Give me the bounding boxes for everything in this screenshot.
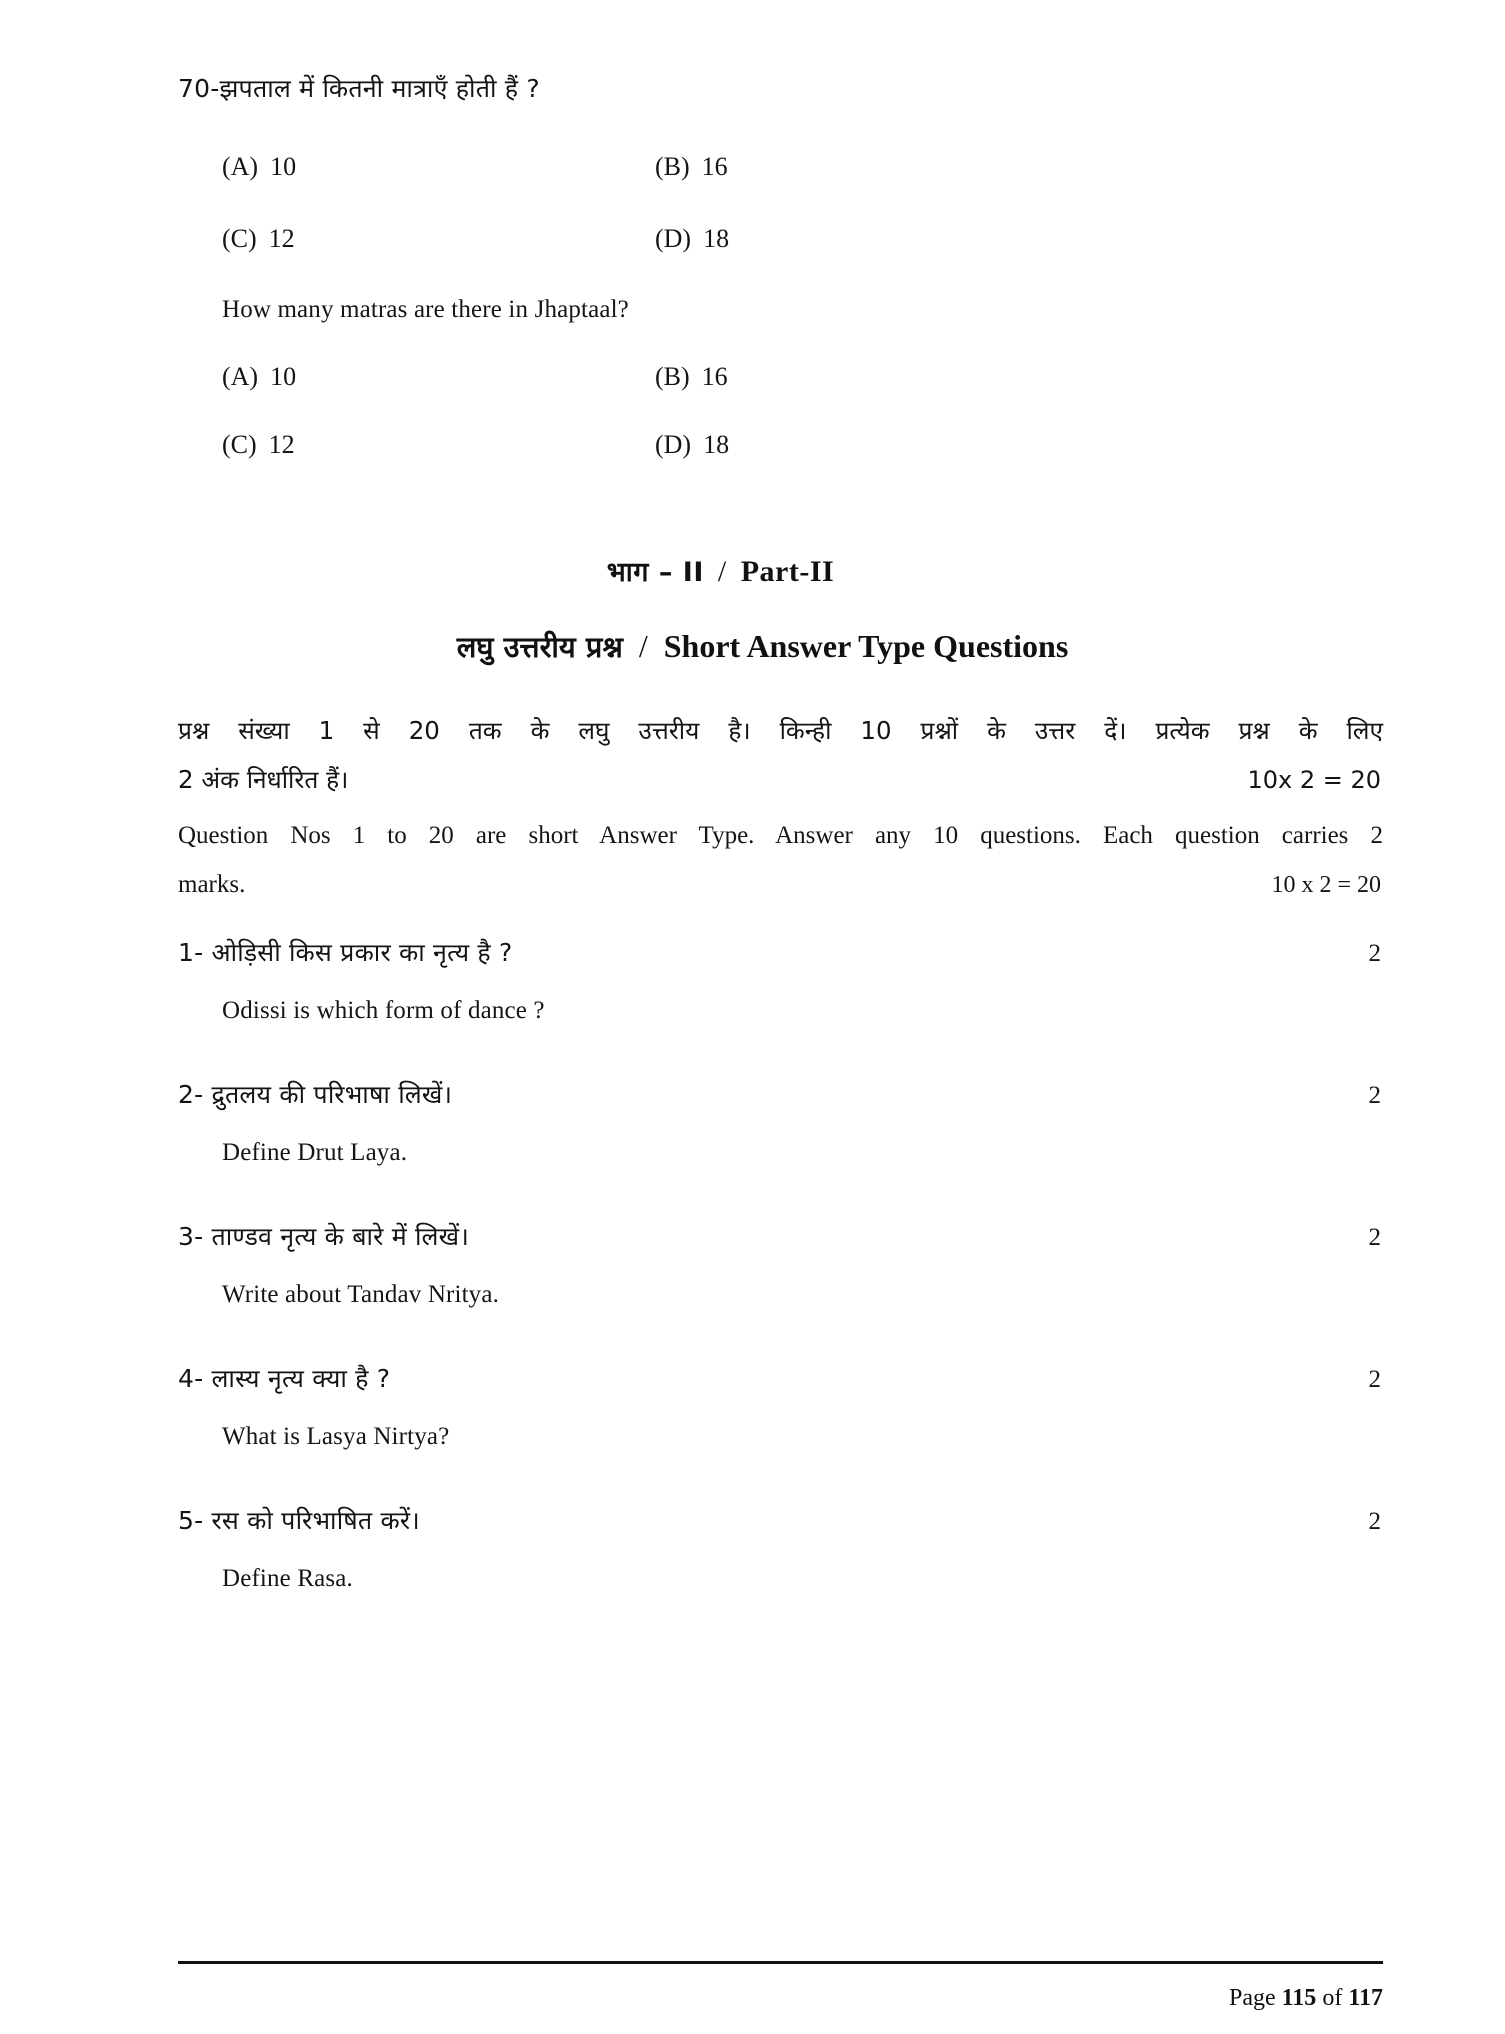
footer-current-page: 115 <box>1281 1985 1317 2011</box>
mcq-english-option-d-value: 18 <box>703 429 730 459</box>
mcq-english-option-c-value: 12 <box>268 429 295 459</box>
question-hindi-row <box>178 1219 1383 1253</box>
mcq-option-d-label: (D) <box>655 223 692 253</box>
question-english-text: What is Lasya Nirtya? <box>222 1423 450 1451</box>
question-hindi-text <box>178 1503 420 1537</box>
section-heading <box>178 627 1383 666</box>
part-heading-english: Part-II <box>740 554 835 588</box>
mcq-english-stem: How many matras are there in Jhaptaal? <box>222 295 629 323</box>
mcq-english-option-b[interactable] <box>655 362 1115 392</box>
question-english-text: Write about Tandav Nritya. <box>222 1281 499 1309</box>
question-english-text: Define Rasa. <box>222 1565 353 1593</box>
part-heading-separator: / <box>717 554 727 588</box>
question-item <box>178 1219 1383 1309</box>
mcq-option-c-value: 12 <box>268 223 295 253</box>
part-heading-hindi: भाग – II <box>606 556 704 588</box>
mcq-option-b-value: 16 <box>701 151 728 181</box>
instructions-hindi <box>178 706 1383 804</box>
question-marks: 2 <box>1368 940 1381 968</box>
section-heading-separator: / <box>638 627 648 664</box>
mcq-hindi-options-row-1 <box>178 152 1383 182</box>
mcq-english-option-d[interactable] <box>655 430 1115 460</box>
instructions-english-line2: marks. <box>178 870 246 898</box>
question-item <box>178 1361 1383 1451</box>
section-heading-hindi: लघु उत्तरीय प्रश्न <box>456 629 623 664</box>
mcq-english-option-c[interactable] <box>178 430 655 460</box>
mcq-hindi-stem <box>178 72 1383 106</box>
mcq-english-option-a[interactable] <box>178 362 655 392</box>
mcq-english-option-a-value: 10 <box>270 361 297 391</box>
question-hindi-text <box>178 1219 469 1253</box>
section-heading-english: Short Answer Type Questions <box>663 627 1069 664</box>
mcq-english-option-a-label: (A) <box>222 361 259 391</box>
mcq-english-option-b-value: 16 <box>701 361 728 391</box>
mcq-option-a-label: (A) <box>222 151 259 181</box>
question-item <box>178 1503 1383 1593</box>
mcq-question-70 <box>178 0 1383 460</box>
mcq-english-option-d-label: (D) <box>655 429 692 459</box>
question-hindi-row <box>178 935 1383 969</box>
question-hindi-text <box>178 935 513 969</box>
question-hindi-text <box>178 1077 452 1111</box>
instructions-english <box>178 812 1383 910</box>
question-english-text: Define Drut Laya. <box>222 1139 408 1167</box>
mcq-option-c-label: (C) <box>222 223 257 253</box>
question-number: 5- <box>178 1506 204 1536</box>
footer-divider <box>178 1961 1383 1964</box>
mcq-option-a-value: 10 <box>270 151 297 181</box>
instructions-hindi-line2-row <box>178 755 1383 804</box>
instructions-english-marks: 10 x 2 = 20 <box>1271 871 1381 898</box>
page-footer <box>1229 1985 1383 2012</box>
mcq-hindi-text: झपताल में कितनी मात्राएँ होती हैं ? <box>219 74 540 103</box>
mcq-hindi-options-row-2 <box>178 224 1383 254</box>
question-hindi-body: ओड़िसी किस प्रकार का नृत्य है ? <box>211 938 513 968</box>
instructions-hindi-line1: प्रश्न संख्या 1 से 20 तक के लघु उत्तरीय है। किन्ही 10 प्रश्नों के उत्तर दें। प्रत्येक प्रश्न के लिए <box>178 715 1383 745</box>
mcq-english-options-row-2 <box>178 430 1383 460</box>
mcq-option-d[interactable] <box>655 224 1115 254</box>
footer-of-word: of <box>1322 1985 1343 2011</box>
footer-total-pages: 117 <box>1348 1985 1383 2011</box>
mcq-option-b-label: (B) <box>655 151 690 181</box>
question-item <box>178 1077 1383 1167</box>
instructions-english-line2-row <box>178 861 1383 910</box>
mcq-number: 70- <box>178 74 220 103</box>
part-heading <box>178 552 1383 589</box>
question-marks: 2 <box>1368 1082 1381 1110</box>
question-hindi-body: लास्य नृत्य क्या है ? <box>211 1364 391 1394</box>
instructions-block <box>178 706 1383 910</box>
instructions-hindi-marks: 10x 2 = 20 <box>1247 765 1381 794</box>
mcq-option-a[interactable] <box>178 152 655 182</box>
mcq-english-option-b-label: (B) <box>655 361 690 391</box>
question-item <box>178 935 1383 1025</box>
mcq-option-d-value: 18 <box>703 223 730 253</box>
question-marks: 2 <box>1368 1366 1381 1394</box>
question-hindi-text <box>178 1361 390 1395</box>
question-hindi-row <box>178 1077 1383 1111</box>
short-answer-question-list <box>178 935 1383 1593</box>
question-hindi-row <box>178 1361 1383 1395</box>
question-number: 1- <box>178 938 204 968</box>
question-english-text: Odissi is which form of dance ? <box>222 997 545 1025</box>
mcq-option-b[interactable] <box>655 152 1115 182</box>
mcq-english-options-row-1 <box>178 362 1383 392</box>
instructions-hindi-line2: 2 अंक निर्धारित हैं। <box>178 764 349 794</box>
page-content <box>178 0 1383 2034</box>
mcq-english-option-c-label: (C) <box>222 429 257 459</box>
question-number: 2- <box>178 1080 204 1110</box>
question-marks: 2 <box>1368 1224 1381 1252</box>
question-marks: 2 <box>1368 1508 1381 1536</box>
question-hindi-row <box>178 1503 1383 1537</box>
footer-page-word: Page <box>1228 1985 1276 2011</box>
instructions-english-line1: Question Nos 1 to 20 are short Answer Type. Answer any 10 questions. Each question carries 2 <box>178 821 1383 849</box>
question-number: 3- <box>178 1222 204 1252</box>
question-hindi-body: द्रुतलय की परिभाषा लिखें। <box>211 1080 453 1110</box>
question-number: 4- <box>178 1364 204 1394</box>
question-hindi-body: रस को परिभाषित करें। <box>211 1506 420 1536</box>
question-hindi-body: ताण्डव नृत्य के बारे में लिखें। <box>211 1222 469 1252</box>
mcq-option-c[interactable] <box>178 224 655 254</box>
